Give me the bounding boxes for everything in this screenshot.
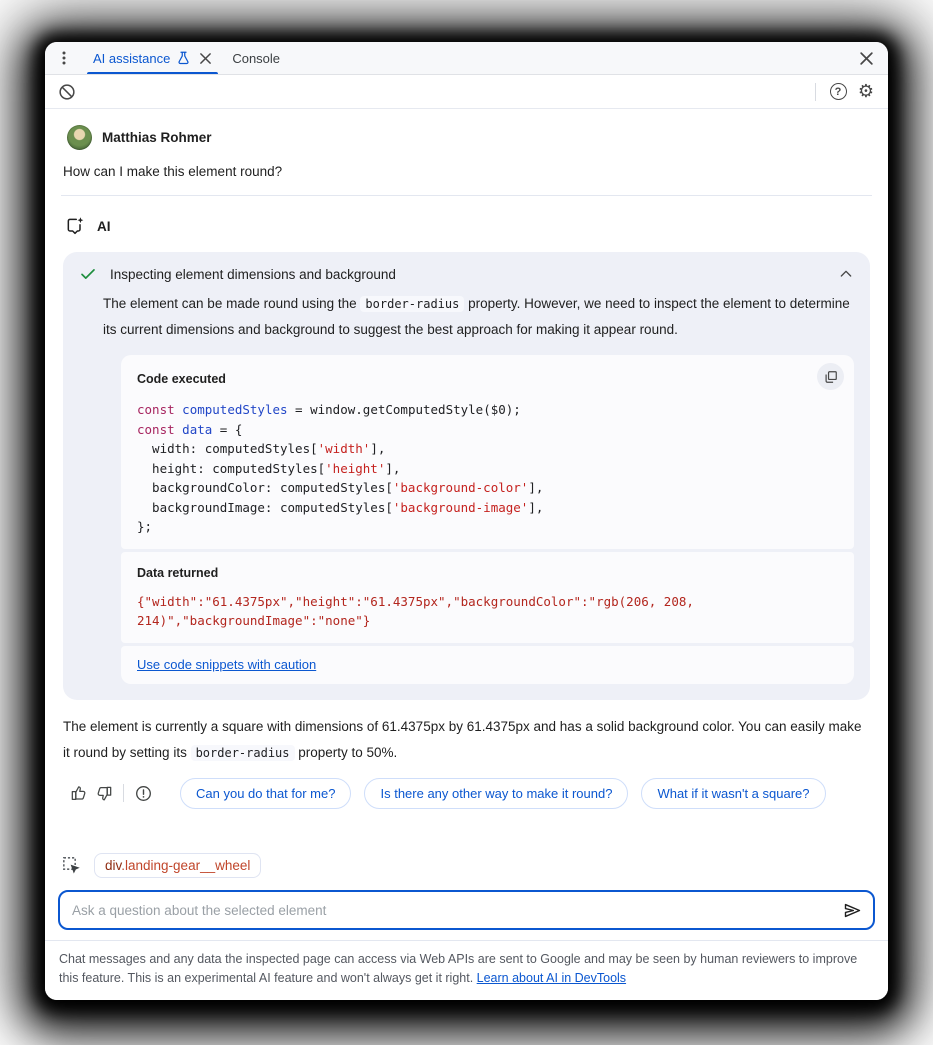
send-button[interactable] bbox=[842, 900, 863, 921]
feedback-row bbox=[65, 778, 888, 809]
message-divider bbox=[61, 195, 872, 196]
prompt-input[interactable] bbox=[72, 903, 842, 918]
user-name: Matthias Rohmer bbox=[102, 130, 212, 145]
thumbs-down-icon bbox=[95, 784, 114, 803]
settings-button[interactable] bbox=[852, 78, 880, 106]
data-returned-label: Data returned bbox=[137, 565, 219, 580]
caution-row bbox=[121, 646, 854, 684]
thumbs-up-button[interactable] bbox=[65, 780, 91, 806]
close-icon bbox=[859, 51, 874, 66]
data-returned-output[interactable]: {"width":"61.4375px","height":"61.4375px","backgroundColor":"rgb(206, 208, 214)","backgroundImage":"none"} bbox=[137, 593, 694, 628]
copy-icon bbox=[824, 370, 838, 384]
tab-label: AI assistance bbox=[93, 50, 171, 66]
suggestion-chip[interactable]: What if it wasn't a square? bbox=[641, 778, 825, 809]
toolbar-divider bbox=[815, 83, 816, 101]
report-button[interactable] bbox=[130, 780, 156, 806]
composer bbox=[45, 839, 888, 940]
learn-more-link[interactable]: Learn about AI in DevTools bbox=[476, 971, 627, 985]
ai-step-panel bbox=[63, 252, 870, 700]
tab-ai-assistance[interactable] bbox=[83, 42, 222, 74]
code-block[interactable]: const computedStyles = window.getComputedStyle($0); const data = { width: computedStyles['width'], height: computedStyles['height'], backgroundColor: computedStyles['background-color'], backgroundImage: computedStyles['background-image'], }; bbox=[137, 402, 544, 534]
copy-code-button[interactable] bbox=[817, 363, 844, 390]
clear-chat-button[interactable] bbox=[53, 78, 81, 106]
caution-link[interactable]: Use code snippets with caution bbox=[137, 656, 317, 672]
thumbs-up-icon bbox=[69, 784, 88, 803]
help-button[interactable] bbox=[824, 78, 852, 106]
suggestion-chip[interactable]: Is there any other way to make it round? bbox=[364, 778, 628, 809]
chevron-up-icon[interactable] bbox=[838, 266, 854, 282]
step-title: Inspecting element dimensions and background bbox=[110, 266, 396, 282]
ai-label: AI bbox=[97, 218, 111, 234]
data-returned-card bbox=[121, 552, 854, 643]
devtools-ai-assistance-panel bbox=[45, 42, 888, 1000]
inspect-element-icon bbox=[62, 856, 82, 876]
thumbs-down-button[interactable] bbox=[91, 780, 117, 806]
tab-label: Console bbox=[232, 50, 281, 66]
step-explanation: The element can be made round using the border-radius property. However, we need to inspect the element to determine its current dimensions and background to suggest the best approach for making it appear round. bbox=[103, 296, 850, 337]
ai-answer: The element is currently a square with dimensions of 61.4375px by 61.4375px and has a solid background color. You can easily make it round by setting its border-radius property to 50%. bbox=[63, 718, 862, 760]
inline-code: border-radius bbox=[191, 745, 295, 761]
selected-element-row bbox=[62, 853, 875, 878]
suggestion-chip[interactable]: Can you do that for me? bbox=[180, 778, 351, 809]
report-icon bbox=[134, 784, 153, 803]
suggestion-chips bbox=[180, 778, 826, 809]
disclaimer-text: Chat messages and any data the inspected page can access via Web APIs are sent to Google and may be seen by human reviewers to improve this feature. This is an experimental AI feature and won't always get it right. bbox=[59, 952, 858, 985]
tab-console[interactable] bbox=[222, 42, 290, 74]
help-icon: ? bbox=[830, 83, 847, 100]
ai-spark-bubble-icon bbox=[65, 216, 85, 236]
selector-tag: div bbox=[105, 858, 122, 873]
block-icon bbox=[58, 83, 76, 101]
toolbar bbox=[45, 75, 888, 109]
prompt-input-box bbox=[58, 890, 875, 930]
close-panel-button[interactable] bbox=[844, 42, 888, 74]
selected-element-chip[interactable] bbox=[94, 853, 261, 878]
avatar bbox=[67, 125, 92, 150]
user-message bbox=[63, 125, 870, 179]
kebab-menu-icon bbox=[56, 50, 72, 66]
inline-code: border-radius bbox=[360, 296, 464, 312]
feedback-divider bbox=[123, 784, 124, 802]
check-icon bbox=[79, 265, 97, 283]
step-header[interactable] bbox=[79, 265, 854, 283]
chat-area bbox=[45, 109, 888, 839]
experiment-flask-icon bbox=[176, 51, 191, 66]
ai-message-header bbox=[65, 216, 870, 236]
code-executed-card bbox=[121, 355, 854, 549]
tab-close-icon[interactable] bbox=[199, 52, 212, 65]
user-question: How can I make this element round? bbox=[63, 164, 283, 179]
more-tabs-menu-button[interactable] bbox=[45, 42, 83, 74]
code-executed-label: Code executed bbox=[137, 371, 226, 386]
gear-icon: ⚙ bbox=[857, 80, 875, 102]
selector-classes: .landing-gear__wheel bbox=[121, 858, 251, 873]
send-icon bbox=[842, 900, 863, 921]
tab-bar bbox=[45, 42, 888, 75]
disclaimer bbox=[45, 940, 888, 1000]
